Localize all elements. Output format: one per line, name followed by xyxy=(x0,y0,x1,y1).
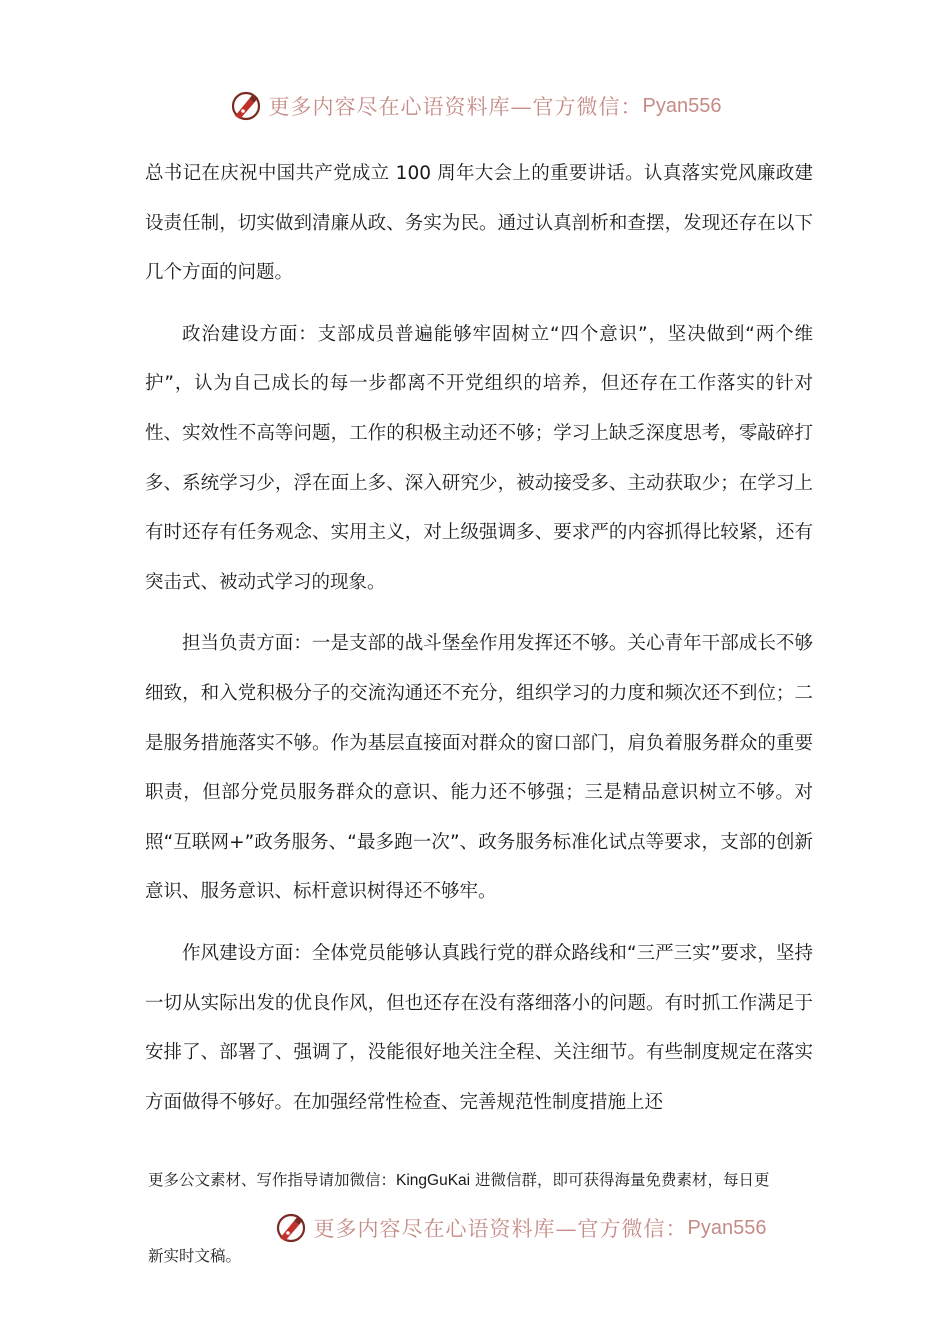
banner-text: 更多内容尽在心语资料库—官方微信： xyxy=(313,1217,688,1241)
paragraph-political: 政治建设方面：支部成员普遍能够牢固树立“四个意识”，坚决做到“两个维护”，认为自己成长的每一步都离不开党组织的培养，但还存在工作落实的针对性、实效性不高等问题，工作的积极主动还不够；学习上缺乏深度思考，零敲碎打多、系统学习少，浮在面上多、深入研究少，被动接受多、主动获取少；在学习上有时还存有任务观念、实用主义，对上级强调多、要求严的内容抓得比较紧，还有突击式、被动式学习的现象。 xyxy=(145,323,813,593)
footer-note xyxy=(148,1168,808,1190)
header-watermark-banner xyxy=(0,86,950,126)
footer-wechat-id: KingGuKai xyxy=(396,1172,471,1189)
paragraph-intro: 总书记在庆祝中国共产党成立 100 周年大会上的重要讲话。认真落实党风廉政建设责任制，切实做到清廉从政、务实为民。通过认真剖析和查摆，发现还存在以下几个方面的问题。 xyxy=(145,163,813,284)
footer-watermark-banner xyxy=(0,1208,950,1248)
pen-nib-logo-icon xyxy=(274,1211,308,1245)
document-body xyxy=(145,149,813,1139)
footer-note-continuation: 新实时文稿。 xyxy=(148,1247,242,1265)
pen-nib-logo-icon xyxy=(229,89,263,123)
paragraph-work-style: 作风建设方面：全体党员能够认真践行党的群众路线和“三严三实”要求，坚持一切从实际出发的优良作风，但也还存在没有落细落小的问题。有时抓工作满足于安排了、部署了、强调了，没能很好地关注全程、关注细节。有些制度规定在落实方面做得不够好。在加强经常性检查、完善规范性制度措施上还 xyxy=(145,942,813,1113)
banner-wechat-account: Pyan556 xyxy=(687,1216,767,1239)
footer-suffix: 进微信群，即可获得海量免费素材，每日更 xyxy=(470,1171,770,1189)
paragraph-responsibility: 担当负责方面：一是支部的战斗堡垒作用发挥还不够。关心青年干部成长不够细致，和入党积极分子的交流沟通还不充分，组织学习的力度和频次还不到位；二是服务措施落实不够。作为基层直接面对群众的窗口部门，肩负着服务群众的重要职责，但部分党员服务群众的意识、能力还不够强；三是精品意识树立不够。对照“互联网+”政务服务、“最多跑一次”、政务服务标准化试点等要求，支部的创新意识、服务意识、标杆意识树得还不够牢。 xyxy=(145,633,813,903)
banner-text: 更多内容尽在心语资料库—官方微信： xyxy=(268,95,643,119)
banner-wechat-account: Pyan556 xyxy=(642,94,722,117)
footer-prefix: 更多公文素材、写作指导请加微信： xyxy=(148,1171,397,1189)
